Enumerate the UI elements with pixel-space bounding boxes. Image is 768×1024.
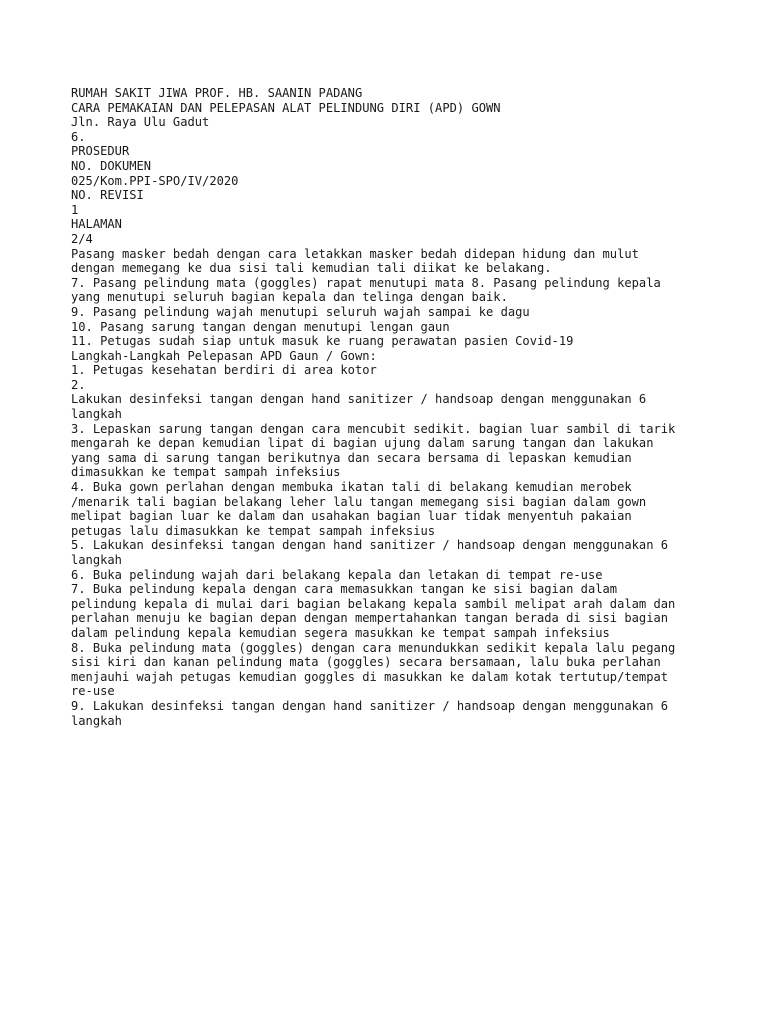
header-hospital-name: RUMAH SAKIT JIWA PROF. HB. SAANIN PADANG [71,86,363,100]
body-line: 9. Lakukan desinfeksi tangan dengan hand sanitizer / handsoap dengan menggunakan 6 [71,698,669,713]
body-line: yang menutupi seluruh bagian kepala dan telinga dengan baik. [71,290,508,305]
body-line: 5. Lakukan desinfeksi tangan dengan hand sanitizer / handsoap dengan menggunakan 6 [71,538,669,553]
body-line: 9. Pasang pelindung wajah menutupi seluruh wajah sampai ke dagu [71,304,530,319]
body-line: mengarah ke depan kemudian lipat di bagian ujung dalam sarung tangan dan lakukan [71,436,654,451]
body-line: 3. Lepaskan sarung tangan dengan cara mencubit sedikit. bagian luar sambil di tarik [71,421,676,436]
body-line: langkah [71,407,122,422]
header-document-number-value: 025/Kom.PPI-SPO/IV/2020 [71,173,239,188]
header-page-label: HALAMAN [71,217,122,232]
document-text [71,86,711,728]
body-line: 8. Buka pelindung mata (goggles) dengan cara menundukkan sedikit kepala lalu pegang [71,640,676,655]
body-line: langkah [71,713,122,728]
body-line: sisi kiri dan kanan pelindung mata (goggles) secara bersamaan, lalu buka perlahan [71,655,661,670]
header-page-value: 2/4 [71,231,93,246]
body-line: yang sama di sarung tangan berikutnya dan secara bersama di lepaskan kemudian [71,450,632,465]
header-revision-value: 1 [71,202,79,217]
body-line: pelindung kepala di mulai dari bagian belakang kepala sambil melipat arah dalam dan [71,596,676,611]
body-line: 7. Buka pelindung kepala dengan cara memasukkan tangan ke sisi bagian dalam [71,582,618,597]
header-procedure-label: PROSEDUR [71,144,130,159]
header-revision-label: NO. REVISI [71,188,144,203]
body-line: 4. Buka gown perlahan dengan membuka ikatan tali di belakang kemudian merobek [71,480,632,495]
body-line: 10. Pasang sarung tangan dengan menutupi lengan gaun [71,319,450,334]
body-line: langkah [71,553,122,567]
header-document-number-label: NO. DOKUMEN [71,158,152,173]
section-heading-removal: Langkah-Langkah Pelepasan APD Gaun / Gown: [71,348,377,363]
body-line: petugas lalu dimasukkan ke tempat sampah infeksius [71,523,436,538]
body-line: /menarik tali bagian belakang leher lalu tangan memegang sisi bagian dalam gown [71,494,647,509]
body-line: dalam pelindung kepala kemudian segera masukkan ke tempat sampah infeksius [71,625,610,640]
body-line: 11. Petugas sudah siap untuk masuk ke ruang perawatan pasien Covid-19 [71,334,574,349]
header-document-title: CARA PEMAKAIAN DAN PELEPASAN ALAT PELINDUNG DIRI (APD) GOWN [71,100,501,115]
body-line: 1. Petugas kesehatan berdiri di area kotor [71,363,377,378]
body-line: dimasukkan ke tempat sampah infeksius [71,465,341,480]
body-line: menjauhi wajah petugas kemudian goggles di masukkan ke dalam kotak tertutup/tempat [71,669,669,684]
body-line: re-use [71,684,115,699]
body-line: melipat bagian luar ke dalam dan usahakan bagian luar tidak menyentuh pakaian [71,509,632,524]
header-number: 6. [71,129,86,144]
body-line: 2. [71,377,86,392]
body-line: dengan memegang ke dua sisi tali kemudian tali diikat ke belakang. [71,261,552,276]
header-address: Jln. Raya Ulu Gadut [71,115,210,130]
body-line: 6. Buka pelindung wajah dari belakang kepala dan letakan di tempat re-use [71,567,603,582]
body-line: Pasang masker bedah dengan cara letakkan masker bedah didepan hidung dan mulut [71,246,639,261]
body-line: Lakukan desinfeksi tangan dengan hand sanitizer / handsoap dengan menggunakan 6 [71,392,647,407]
body-line: 7. Pasang pelindung mata (goggles) rapat menutupi mata 8. Pasang pelindung kepala [71,275,661,290]
body-line: perlahan menuju ke bagian depan dengan mempertahankan tangan berada di sisi bagian [71,611,669,626]
